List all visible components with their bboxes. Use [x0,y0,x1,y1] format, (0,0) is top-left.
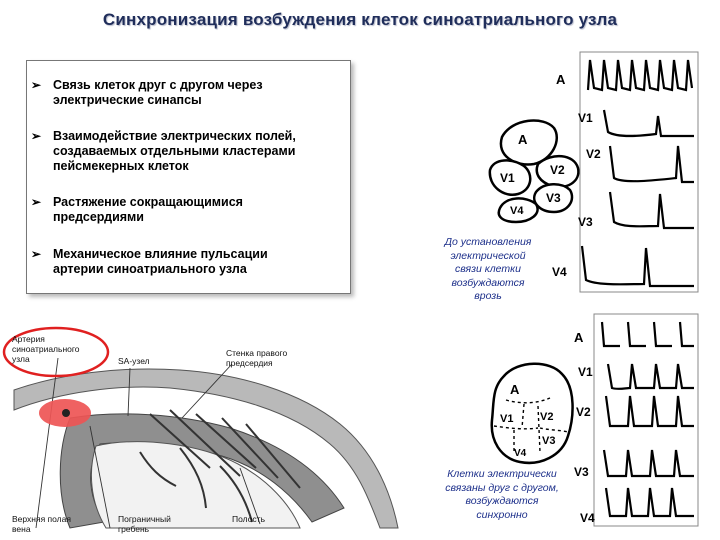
label-line: предсердия [226,358,273,368]
cell-label: V1 [500,413,514,425]
label-line: Пограничный [118,514,171,524]
label-cavity: Полость [232,514,266,524]
trace-label: A [574,330,584,345]
note-line: связаны друг с другом, [445,481,559,494]
trace-label: V2 [576,405,591,419]
cell-label: A [510,382,520,397]
cell-label: V2 [540,411,554,423]
trace-label: V1 [578,111,593,125]
note-line: синхронно [476,508,528,521]
label-line: Верхняя полая [12,514,71,524]
label-line: вена [12,524,31,534]
label-artery [12,334,80,364]
trace-row-v1 [578,110,694,136]
arrow-bullet-icon: ➢ [31,247,42,261]
trace-label: V3 [574,465,589,479]
trace-label: V4 [580,511,595,525]
label-line: Стенка правого [226,348,288,358]
trace-row-v4 [580,488,694,525]
trace-row-v3 [574,450,694,479]
cell-label: V3 [546,191,561,205]
cell-label: V4 [514,448,527,459]
label-crista [118,514,171,534]
note-line: связи клетки [455,263,521,275]
bullet-electric-fields [31,129,296,174]
cell-label: V1 [500,171,515,185]
note-line: Клетки электрически [447,468,557,480]
note-line: До установления [444,236,532,248]
label-vena-cava [12,514,71,534]
trace-label: V4 [552,265,567,279]
cell-label: V3 [542,435,556,447]
label-line: гребень [118,524,150,534]
label-line: узла [12,354,30,364]
label-line: синоатриального [12,344,80,354]
bullet-line: пейсмекерных клеток [53,159,189,173]
trace-row-v4 [552,246,694,286]
mechanisms-box [26,60,351,294]
trace-label: V3 [578,215,593,229]
bullet-line: артерии синоатриального узла [53,262,247,276]
note-line: возбуждаются [451,276,525,289]
trace-row-a [556,60,692,90]
arrow-bullet-icon: ➢ [31,195,42,209]
sa-node-dot [62,409,70,417]
trace-row-a [574,322,694,346]
bullet-line: Растяжение сокращающимися [53,195,243,209]
arrow-bullet-icon: ➢ [31,129,42,143]
traces-async [548,50,700,296]
bullet-line: электрические синапсы [53,93,202,107]
trace-row-v2 [586,146,694,182]
bullet-line: Связь клеток друг с другом через [53,78,263,92]
trace-row-v3 [578,192,694,229]
trace-row-v1 [578,364,694,389]
label-line: Артерия [12,334,45,344]
trace-label: V1 [578,365,593,379]
traces-sync [572,312,700,530]
bullet-line: Механическое влияние пульсации [53,247,268,261]
arrow-bullet-icon: ➢ [31,78,42,92]
note-sync [428,468,576,522]
trace-label: V2 [586,147,601,161]
trace-label: A [556,72,566,87]
note-line: врозь [474,290,502,302]
bullet-line: создаваемых отдельными кластерами [53,144,296,158]
note-async [428,236,548,304]
bullet-stretch [31,195,243,225]
bullet-line: Взаимодействие электрических полей, [53,129,296,143]
bullet-line: предсердиями [53,210,144,224]
label-sa-node: SA-узел [118,356,150,366]
cell-label: V4 [510,205,524,217]
page-title: Синхронизация возбуждения клеток синоатриального узла [102,10,618,29]
note-line: электрической [450,249,526,262]
label-atrial-wall [226,348,287,368]
cell-cluster-sync [484,358,580,470]
cell-label: A [518,132,528,147]
note-line: возбуждаются [465,495,539,507]
cell-label: V2 [550,163,565,177]
bullet-electric-synapses [31,78,263,108]
bullet-artery-pulsation [31,247,268,277]
